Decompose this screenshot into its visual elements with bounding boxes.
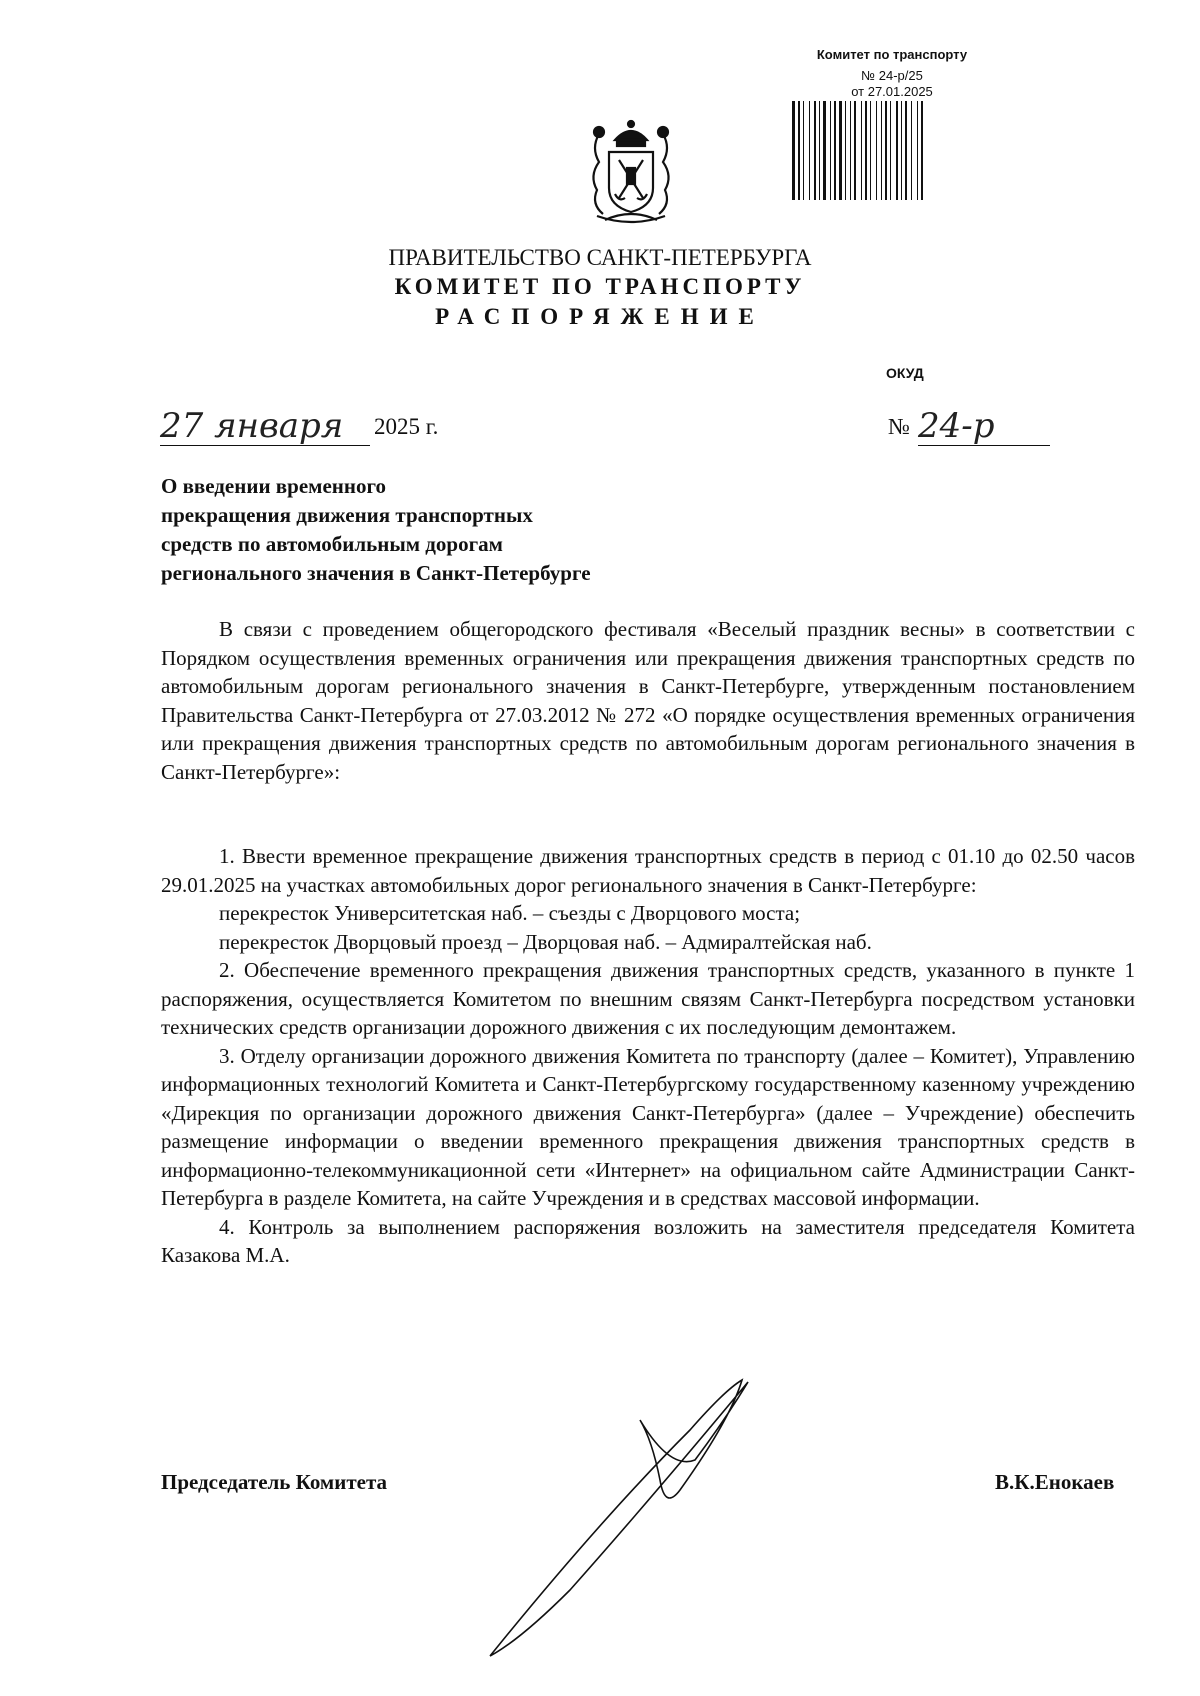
order-item-4: 4. Контроль за выполнением распоряжения возложить на заместителя председателя Комитета Казакова М.А. — [161, 1214, 1135, 1267]
document-type-title: РАСПОРЯЖЕНИЕ — [435, 304, 765, 329]
barcode-bar — [870, 101, 871, 200]
barcode-bar — [809, 101, 810, 200]
barcode-org-label: Комитет по транспорту — [816, 47, 968, 62]
order-item-2: 2. Обеспечение временного прекращения движения транспортных средств, указанного в пункте 1 распоряжения, осуществляется Комитетом по внешним связям Санкт-Петербурга посредством установки технических средств организации дорожного движения с их последующим демонтажем. — [161, 958, 1135, 1039]
barcode-image — [790, 101, 995, 200]
barcode-number-label: № 24-р/25 — [861, 68, 923, 83]
subject-line: средств по автомобильным дорогам — [161, 532, 503, 556]
barcode-bar — [890, 101, 891, 200]
barcode-bar — [865, 101, 867, 200]
barcode-bar — [839, 101, 842, 200]
barcode-bar — [901, 101, 902, 200]
barcode-bar — [819, 101, 820, 200]
barcode-bar — [854, 101, 856, 200]
barcode-bar — [823, 101, 826, 200]
barcode-bar — [917, 101, 918, 200]
handwritten-signature — [480, 1360, 810, 1660]
barcode-bar — [905, 101, 907, 200]
barcode-bar — [921, 101, 923, 200]
number-sign: № — [888, 414, 910, 439]
handwritten-number: 24-р — [918, 405, 1050, 446]
date-year: 2025 г. — [374, 414, 439, 439]
barcode-bar — [861, 101, 862, 200]
subject-line: регионального значения в Санкт-Петербурге — [161, 561, 591, 585]
barcode-bar — [798, 101, 800, 200]
intro-paragraph: В связи с проведением общегородского фестиваля «Веселый праздник весны» в соответствии с Порядком осуществления временных ограничения или прекращения движения транспортных средств по автомобильным дорогам регионального значения в Санкт-Петербурге, утвержденным постановлением Правительства Санкт-Петербурга от 27.03.2012 № 272 «О порядке осуществления временных ограничения или прекращения движения транспортных средств по автомобильным дорогам регионального значения в Санкт-Петербурге»: — [161, 617, 1135, 784]
barcode-bar — [885, 101, 887, 200]
barcode-bar — [881, 101, 882, 200]
order-item-1-location-1: перекресток Университетская наб. – съезды с Дворцового моста; — [219, 901, 801, 925]
barcode-bar — [845, 101, 846, 200]
subject-line: О введении временного — [161, 474, 386, 498]
barcode-bar — [814, 101, 816, 200]
okud-label: ОКУД — [886, 365, 924, 381]
barcode-bar — [896, 101, 898, 200]
barcode-bar — [834, 101, 836, 200]
order-item-1-location-2: перекресток Дворцовый проезд – Дворцовая наб. – Адмиралтейская наб. — [219, 929, 872, 954]
document-subject — [161, 472, 721, 588]
order-items — [161, 842, 1135, 1270]
barcode-date-label: от 27.01.2025 — [851, 84, 933, 99]
order-item-1: 1. Ввести временное прекращение движения транспортных средств в период с 01.10 до 02.50 часов 29.01.2025 на участках автомобильных дорог регионального значения в Санкт-Петербурге: — [161, 844, 1135, 897]
committee-title: КОМИТЕТ ПО ТРАНСПОРТУ — [394, 274, 806, 299]
handwritten-date: 27 января — [160, 405, 370, 446]
signatory-name: В.К.Енокаев — [995, 1470, 1115, 1494]
barcode-bar — [792, 101, 795, 200]
order-item-3: 3. Отделу организации дорожного движения Комитета по транспорту (далее – Комитет), Управлению информационных технологий Комитета и Санкт-Петербургскому государственному казенному учреждению «Дирекция по организации дорожного движения Санкт-Петербурга» (далее – Учреждение) обеспечить размещение информации о введении временного прекращения движения транспортных средств в информационно-телекоммуникационной сети «Интернет» на официальном сайте Администрации Санкт-Петербурга в разделе Комитета, на сайте Учреждения и в средствах массовой информации. — [161, 1043, 1135, 1210]
government-title: ПРАВИТЕЛЬСТВО САНКТ-ПЕТЕРБУРГА — [388, 245, 812, 270]
intro-paragraph-block — [161, 615, 1135, 786]
barcode-bar — [876, 101, 877, 200]
barcode-bar — [803, 101, 804, 200]
barcode-bar — [850, 101, 851, 200]
coat-of-arms-emblem — [585, 118, 677, 226]
subject-line: прекращения движения транспортных — [161, 503, 533, 527]
barcode-bar — [911, 101, 912, 200]
signatory-title: Председатель Комитета — [161, 1470, 388, 1494]
barcode-bar — [830, 101, 831, 200]
